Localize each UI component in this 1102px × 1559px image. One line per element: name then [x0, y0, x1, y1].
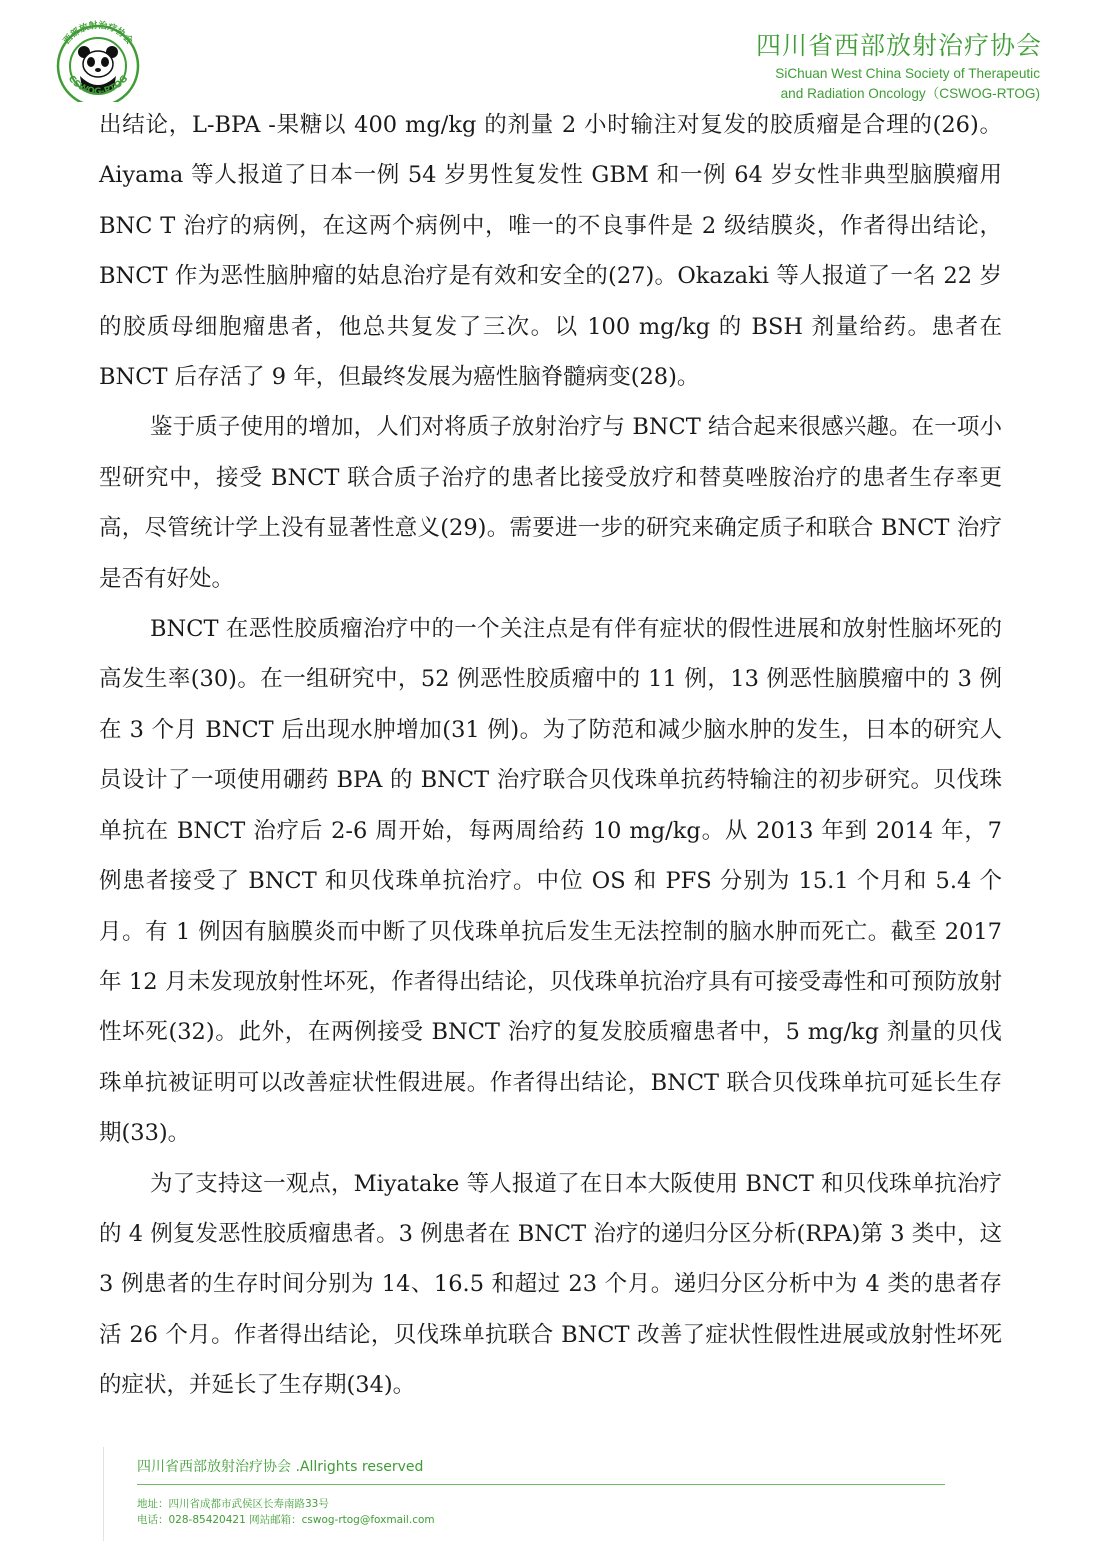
- footer-divider: [137, 1484, 945, 1485]
- document-body: [99, 100, 1002, 1411]
- svg-text:西部放射治疗协会: 西部放射治疗协会: [62, 20, 134, 47]
- panda-emblem-icon: [28, 14, 164, 102]
- paragraph: BNCT 在恶性胶质瘤治疗中的一个关注点是有伴有症状的假性进展和放射性脑坏死的高发生率(30)。在一组研究中，52 例恶性胶质瘤中的 11 例，13 例恶性脑膜瘤中的 3 例在 3 个月 BNCT 后出现水肿增加(31 例)。为了防范和减少脑水肿的发生，日本的研究人员设计了一项使用硼药 BPA 的 BNCT 治疗联合贝伐珠单抗药特输注的初步研究。贝伐珠单抗在 BNCT 治疗后 2-6 周开始，每两周给药 10 mg/kg。从 2013 年到 2014 年，7 例患者接受了 BNCT 和贝伐珠单抗治疗。中位 OS 和 PFS 分别为 15.1 个月和 5.4 个月。有 1 例因有脑膜炎而中断了贝伐珠单抗后发生无法控制的脑水肿而死亡。截至 2017 年 12 月未发现放射性坏死，作者得出结论，贝伐珠单抗治疗具有可接受毒性和可预防放射性坏死(32)。此外，在两例接受 BNCT 治疗的复发胶质瘤患者中，5 mg/kg 剂量的贝伐珠单抗被证明可以改善症状性假进展。作者得出结论，BNCT 联合贝伐珠单抗可延长生存期(33)。: [99, 616, 1002, 1147]
- header-subtitle-line: SiChuan West China Society of Therapeutic: [775, 66, 1040, 81]
- footer-divider-vertical: [103, 1447, 104, 1541]
- header-subtitle-line: and Radiation Oncology（CSWOG-RTOG): [780, 86, 1040, 101]
- paragraph: 鉴于质子使用的增加，人们对将质子放射治疗与 BNCT 结合起来很感兴趣。在一项小型研究中，接受 BNCT 联合质子治疗的患者比接受放疗和替莫唑胺治疗的患者生存率更高，尽管统计学上没有显著性意义(29)。需要进一步的研究来确定质子和联合 BNCT 治疗是否有好处。: [99, 414, 1002, 592]
- society-logo: [28, 14, 164, 102]
- footer-contact: 电话：028-85420421 网站邮箱：cswog-rtog@foxmail.com: [137, 1514, 435, 1526]
- paragraph: 为了支持这一观点，Miyatake 等人报道了在日本大阪使用 BNCT 和贝伐珠单抗治疗的 4 例复发恶性胶质瘤患者。3 例患者在 BNCT 治疗的递归分区分析(RPA)第 3 类中，这 3 例患者的生存时间分别为 14、16.5 和超过 23 个月。递归分区分析中为 4 类的患者存活 26 个月。作者得出结论，贝伐珠单抗联合 BNCT 改善了症状性假性进展或放射性坏死的症状，并延长了生存期(34)。: [99, 1170, 1002, 1399]
- header-subtitle: [775, 64, 1040, 104]
- svg-text:CSWOG-RTOG: CSWOG-RTOG: [65, 74, 131, 98]
- header-title: 四川省西部放射治疗协会: [755, 31, 1042, 60]
- footer-org: 四川省西部放射治疗协会 .Allrights reserved: [137, 1459, 424, 1475]
- footer-address: 地址：四川省成都市武侯区长寿南路33号: [137, 1498, 329, 1510]
- paragraph: 出结论，L-BPA -果糖以 400 mg/kg 的剂量 2 小时输注对复发的胶质瘤是合理的(26)。Aiyama 等人报道了日本一例 54 岁男性复发性 GBM 和一例 64 岁女性非典型脑膜瘤用 BNC T 治疗的病例，在这两个病例中，唯一的不良事件是 2 级结膜炎，作者得出结论，BNCT 作为恶性脑肿瘤的姑息治疗是有效和安全的(27)。Okazaki 等人报道了一名 22 岁的胶质母细胞瘤患者，他总共复发了三次。以 100 mg/kg 的 BSH 剂量给药。患者在 BNCT 后存活了 9 年，但最终发展为癌性脑脊髓病变(28)。: [99, 112, 1002, 391]
